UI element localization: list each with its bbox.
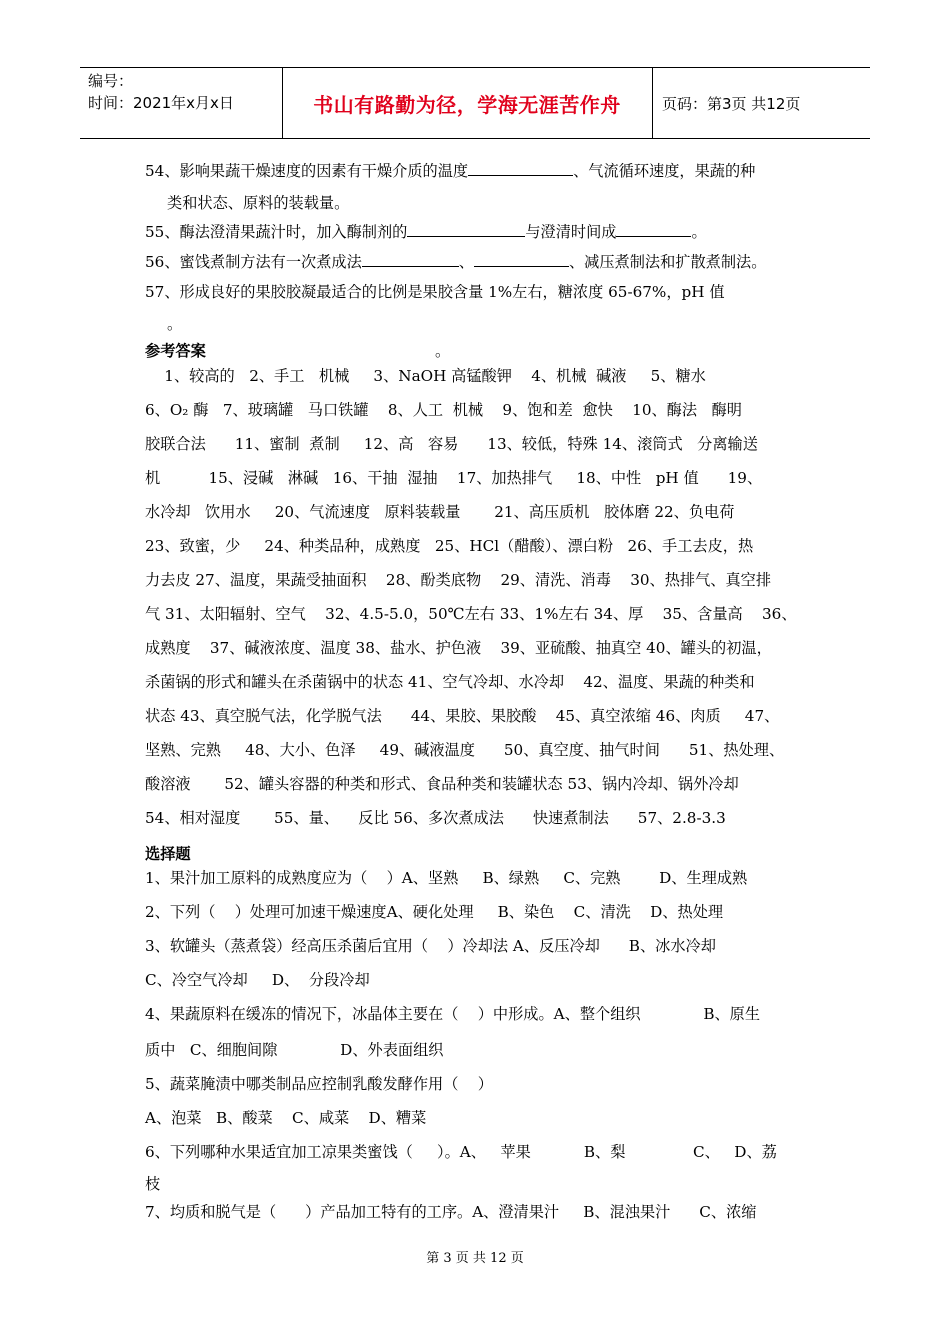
answer-line: 杀菌锅的形式和罐头在杀菌锅中的状态 41、空气冷却、水冷却 42、温度、果蔬的种类和 xyxy=(145,673,755,691)
answer-line: 机 15、浸碱 淋碱 16、干抽 湿抽 17、加热排气 18、中性 pH 值 19、 xyxy=(145,469,763,487)
text: 与澄清时间成 xyxy=(525,223,617,241)
choice-question-line: A、泡菜 B、酸菜 C、咸菜 D、糟菜 xyxy=(145,1109,427,1127)
header-meta xyxy=(80,68,283,138)
question-54-line1 xyxy=(145,160,755,181)
question-54-line2: 类和状态、原料的装载量。 xyxy=(167,194,350,212)
header-motto-cell xyxy=(282,68,653,138)
page-label: 页码：第3页 共12页 xyxy=(662,94,801,113)
question-56 xyxy=(145,251,766,272)
answer-blank xyxy=(407,222,525,237)
choice-question-line: 4、果蔬原料在缓冻的情况下，冰晶体主要在（ ）中形成。A、整个组织 B、原生 xyxy=(145,1005,761,1023)
answer-blank xyxy=(362,252,459,267)
choice-question-line: C、冷空气冷却 D、 分段冷却 xyxy=(145,971,370,989)
choice-question-line: 2、下列（ ）处理可加速干燥速度A、硬化处理 B、染色 C、清洗 D、热处理 xyxy=(145,903,724,921)
page-footer: 第 3 页 共 12 页 xyxy=(426,1251,524,1266)
choice-question-line: 1、果汁加工原料的成熟度应为（ ）A、坚熟 B、绿熟 C、完熟 D、生理成熟 xyxy=(145,869,748,887)
answer-line: 成熟度 37、碱液浓度、温度 38、盐水、护色液 39、亚硫酸、抽真空 40、罐头的初温， xyxy=(145,639,772,657)
choice-question-line: 6、下列哪种水果适宜加工凉果类蜜饯（ ）。A、 苹果 B、梨 C、 D、荔 xyxy=(145,1143,777,1161)
choice-question-line: 3、软罐头（蒸煮袋）经高压杀菌后宜用（ ）冷却法 A、反压冷却 B、冰水冷却 xyxy=(145,937,716,955)
answer-line: 坚熟、完熟 48、大小、色泽 49、碱液温度 50、真空度、抽气时间 51、热处理、 xyxy=(145,741,785,759)
text: 56、蜜饯煮制方法有一次煮成法 xyxy=(145,253,362,271)
answer-line: 6、O₂ 酶 7、玻璃罐 马口铁罐 8、人工 机械 9、饱和差 愈快 10、酶法 酶明 xyxy=(145,401,742,419)
answer-line: 酸溶液 52、罐头容器的种类和形式、食品种类和装罐状态 53、锅内冷却、锅外冷却 xyxy=(145,775,739,793)
answer-blank xyxy=(468,161,573,176)
text: 、减压煮制法和扩散煮制法。 xyxy=(568,253,767,271)
text: 、气流循环速度，果蔬的种 xyxy=(573,162,756,180)
answer-line: 23、致蜜，少 24、种类品种，成熟度 25、HCl（醋酸）、漂白粉 26、手工去皮，热 xyxy=(145,537,754,555)
question-57-tail: 。 xyxy=(167,315,183,333)
text: 54、影响果蔬干燥速度的因素有干燥介质的温度 xyxy=(145,162,469,180)
answer-line: 气 31、太阳辐射、空气 32、4.5-5.0，50℃左右 33、1%左右 34、厚 35、含量高 36、 xyxy=(145,605,797,623)
answer-line: 状态 43、真空脱气法，化学脱气法 44、果胶、果胶酸 45、真空浓缩 46、肉质 47、 xyxy=(145,707,780,725)
choice-title: 选择题 xyxy=(145,845,191,863)
answer-blank xyxy=(616,222,691,237)
answers-title: 参考答案 xyxy=(145,342,206,360)
answer-line: 1、较高的 2、手工 机械 3、NaOH 高锰酸钾 4、机械 碱液 5、糖水 xyxy=(145,367,706,385)
question-57: 57、形成良好的果胶胶凝最适合的比例是果胶含量 1%左右，糖浓度 65-67%，pH 值 xyxy=(145,283,725,301)
header-page-cell xyxy=(652,68,870,138)
number-label: 编号： xyxy=(88,72,134,90)
text: 55、酶法澄清果蔬汁时，加入酶制剂的 xyxy=(145,223,408,241)
motto: 书山有路勤为径，学海无涯苦作舟 xyxy=(313,92,621,117)
text: 、 xyxy=(458,253,474,271)
answer-line: 胶联合法 11、蜜制 煮制 12、高 容易 13、较低，特殊 14、滚筒式 分离输送 xyxy=(145,435,758,453)
text: 。 xyxy=(691,223,707,241)
choice-question-line: 质中 C、细胞间隙 D、外表面组织 xyxy=(145,1041,444,1059)
choice-question-line: 枝 xyxy=(145,1175,161,1193)
choice-question-line: 7、均质和脱气是（ ）产品加工特有的工序。A、澄清果汁 B、混浊果汁 C、浓缩 xyxy=(145,1203,757,1221)
answer-line: 水冷却 饮用水 20、气流速度 原料装载量 21、高压质机 胶体磨 22、负电荷 xyxy=(145,503,735,521)
page-header xyxy=(80,67,870,139)
date-label: 时间：2021年x月x日 xyxy=(88,94,234,112)
answers-title-tail: 。 xyxy=(435,342,451,360)
answer-line: 54、相对湿度 55、量、 反比 56、多次煮成法 快速煮制法 57、2.8-3.3 xyxy=(145,809,726,827)
answer-blank xyxy=(474,252,569,267)
answer-line: 力去皮 27、温度，果蔬受抽面积 28、酚类底物 29、清洗、消毒 30、热排气、真空排 xyxy=(145,571,772,589)
question-55 xyxy=(145,221,707,242)
choice-question-line: 5、蔬菜腌渍中哪类制品应控制乳酸发酵作用（ ） xyxy=(145,1075,493,1093)
